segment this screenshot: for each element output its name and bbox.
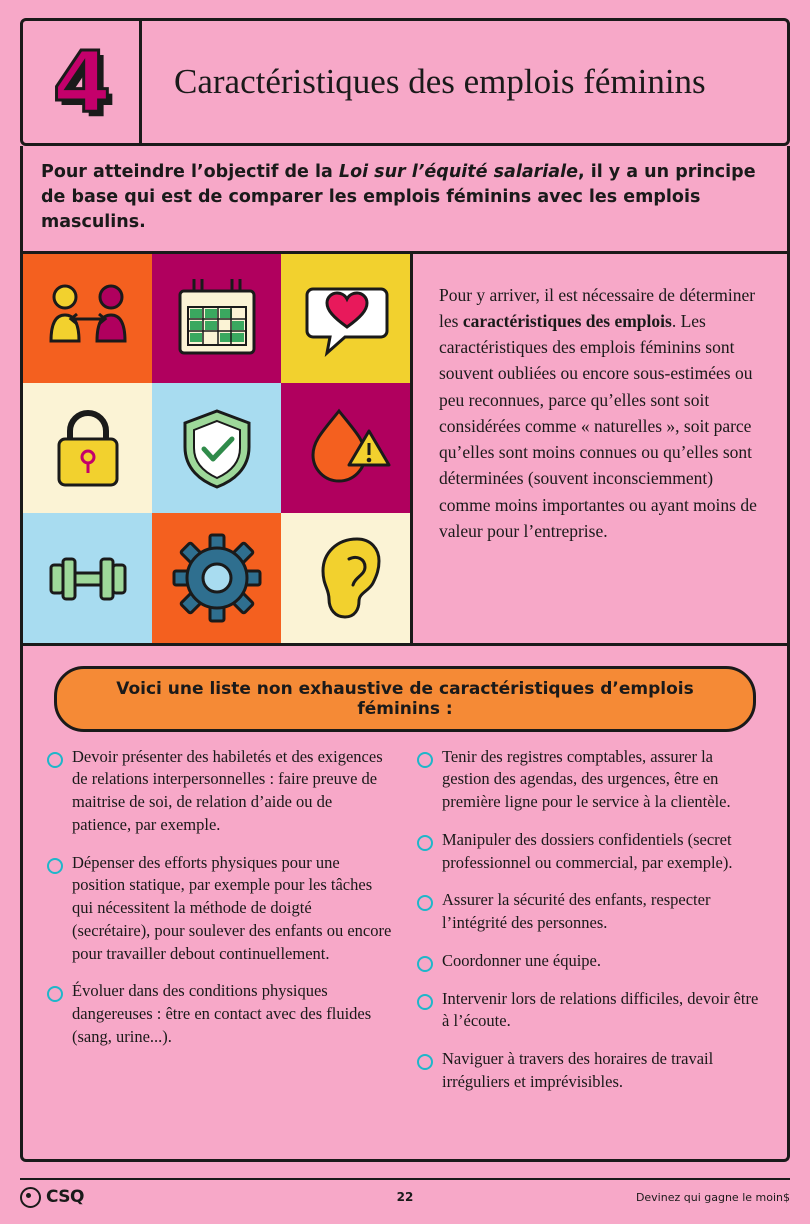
header	[20, 18, 790, 146]
puzzle-tile-speech-heart	[281, 254, 410, 384]
intro-part2: , il y a un principe de base qui est de comparer les emplois féminins avec les emplois masculins.	[41, 162, 756, 232]
puzzle-tile-padlock	[23, 383, 152, 513]
list-item-text: Évoluer dans des conditions physiques dangereuses : être en contact avec des fluides (sang, urine...).	[72, 981, 372, 1046]
puzzle-tile-ear	[281, 513, 410, 643]
list-item-text: Coordonner une équipe.	[442, 950, 601, 970]
middle-section	[20, 254, 790, 646]
list-item	[417, 988, 763, 1034]
ear-icon	[291, 523, 401, 633]
bullet-icon	[417, 1054, 433, 1070]
list-item-text: Tenir des registres comptables, assurer la gestion des agendas, des urgences, être en première ligne pour le service à la clientèle.	[442, 746, 731, 812]
bullet-icon	[417, 956, 433, 972]
page-title-text: Caractéristiques des emplois féminins	[174, 61, 706, 101]
calendar-icon	[162, 263, 272, 373]
puzzle-tile-calendar	[152, 254, 281, 384]
list-item	[417, 1048, 763, 1094]
list-item-text: Naviguer à travers des horaires de travail irréguliers et imprévisibles.	[442, 1049, 714, 1091]
list-item	[47, 980, 393, 1048]
body-part2: . Les caractéristiques des emplois féminins sont souvent oubliées ou encore sous-estimées ou peu reconnues, parce qu’elles sont soit considérées comme « naturelles », soit parce qu’elles sont moins connues ou qu’elles sont déterminées (souvent inconsciemment) comme moins importantes ou ayant moins de valeur pour l’entreprise.	[439, 310, 757, 541]
csq-logo-icon	[20, 1187, 41, 1208]
blood-drop-warning-icon	[291, 393, 401, 503]
bullet-icon	[417, 835, 433, 851]
list-item	[417, 950, 763, 973]
footer	[20, 1178, 790, 1214]
list-item	[417, 746, 763, 814]
footer-logo-text: CSQ	[46, 1187, 84, 1207]
padlock-icon	[33, 393, 143, 503]
list-item	[417, 889, 763, 935]
puzzle-tile-gear	[152, 513, 281, 643]
footer-tagline: Devinez qui gagne le moin$	[635, 1190, 790, 1204]
page-title	[142, 21, 787, 143]
body-paragraph	[439, 282, 765, 545]
bullet-icon	[47, 752, 63, 768]
bullet-icon	[47, 986, 63, 1002]
list-section	[20, 646, 790, 1162]
body-text-column	[413, 254, 787, 643]
page-number: 22	[396, 1190, 414, 1204]
list-column-left	[47, 746, 393, 1109]
list-item-text: Manipuler des dossiers confidentiels (secret professionnel ou commercial, par exemple).	[442, 829, 733, 872]
gear-icon	[162, 523, 272, 633]
list-item-text: Devoir présenter des habiletés et des exigences de relations interpersonnelles : faire preuve de maitrise de soi, de relation d’aide ou de patience, par exemple.	[72, 746, 383, 834]
puzzle-tile-two-people	[23, 254, 152, 384]
chapter-number-box	[23, 21, 142, 143]
speech-bubble-heart-icon	[291, 263, 401, 373]
bullet-icon	[417, 994, 433, 1010]
list-item	[417, 829, 763, 875]
list-item	[47, 852, 393, 966]
list-item	[47, 746, 393, 837]
intro-band	[20, 146, 790, 254]
dumbbell-icon	[33, 523, 143, 633]
intro-law-title: Loi sur l’équité salariale	[338, 162, 578, 182]
puzzle-illustration	[23, 254, 413, 643]
intro-paragraph	[41, 160, 769, 235]
list-item-text: Dépenser des efforts physiques pour une position statique, par exemple pour les tâches qui nécessitent la méthode de doigté (secrétaire), pour soulever des enfants ou encore pour travailler debout continuellement.	[72, 852, 392, 963]
puzzle-tile-dumbbell	[23, 513, 152, 643]
list-item-text: Assurer la sécurité des enfants, respecter l’intégrité des personnes.	[442, 890, 711, 933]
list-column-right	[417, 746, 763, 1109]
footer-logo	[20, 1187, 220, 1208]
list-banner: Voici une liste non exhaustive de caractéristiques d’emplois féminins :	[54, 666, 756, 732]
body-bold: caractéristiques des emplois	[462, 310, 672, 331]
list-item-text: Intervenir lors de relations difficiles, devoir être à l’écoute.	[442, 988, 759, 1031]
bullet-icon	[417, 895, 433, 911]
intro-part1: Pour atteindre l’objectif de la	[41, 162, 339, 182]
shield-check-icon	[162, 393, 272, 503]
list-columns	[37, 746, 773, 1109]
bullet-icon	[417, 752, 433, 768]
chapter-number: 4	[52, 33, 110, 131]
bullet-icon	[47, 858, 63, 874]
puzzle-tile-shield	[152, 383, 281, 513]
puzzle-tile-blood-drop	[281, 383, 410, 513]
body-part1: Pour y arriver, il est nécessaire de déterminer les	[439, 284, 756, 331]
two-people-icon	[33, 263, 143, 373]
